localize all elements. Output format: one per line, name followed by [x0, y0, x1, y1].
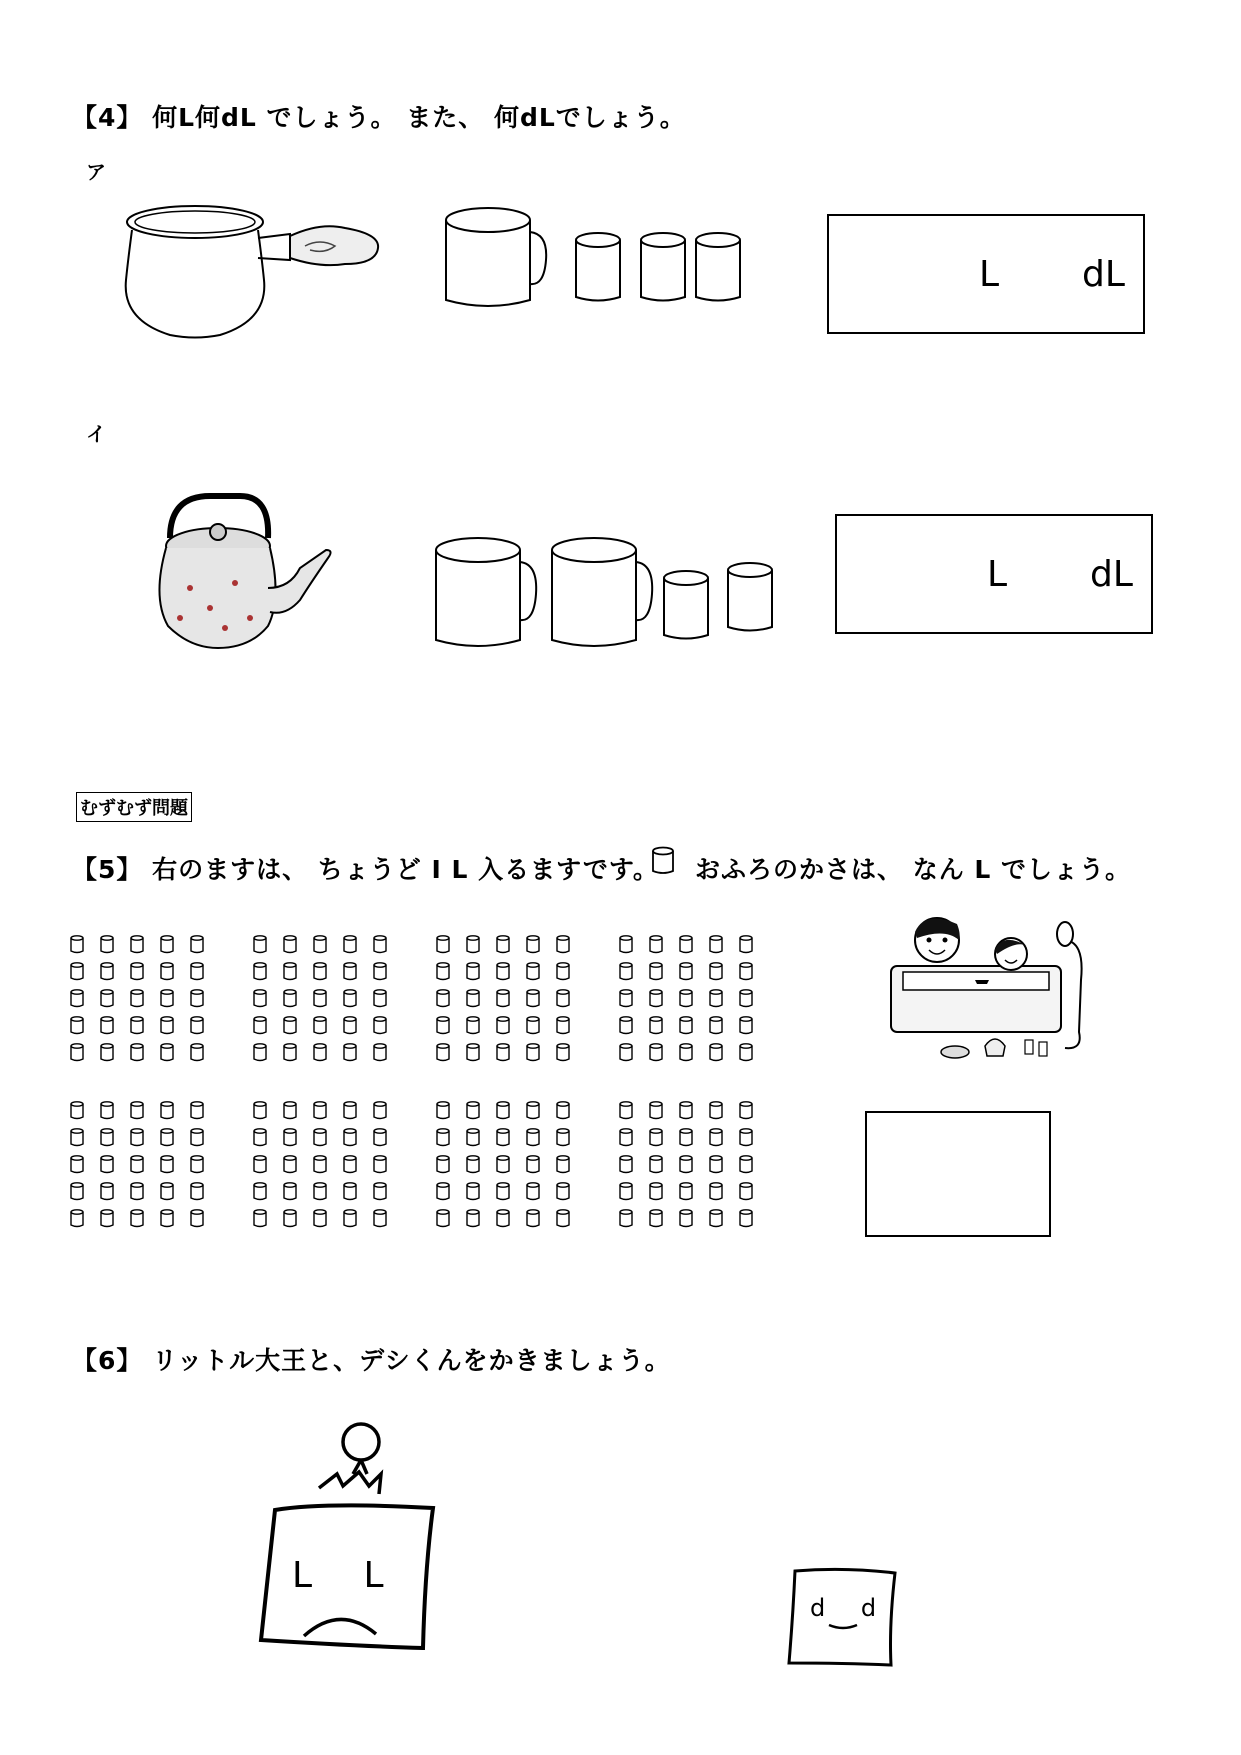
- liter-cup-icon: [650, 963, 662, 980]
- challenge-tag: むずむず問題: [76, 792, 192, 822]
- liter-cup-icon: [527, 1210, 539, 1227]
- liter-cup-icon: [437, 936, 449, 953]
- liter-cup-icon: [650, 990, 662, 1007]
- liter-cup-icon: [284, 1183, 296, 1200]
- liter-cup-icon: [467, 1156, 479, 1173]
- answer-box-a[interactable]: [827, 214, 1145, 334]
- liter-cup-icon: [161, 1210, 173, 1227]
- liter-cup-icon: [620, 1044, 632, 1061]
- cup-group-a: [440, 200, 760, 315]
- liter-cup-icon: [71, 1044, 83, 1061]
- liter-cup-icon: [527, 936, 539, 953]
- liter-cup-icon: [131, 1017, 143, 1034]
- liter-cup-icon: [680, 1129, 692, 1146]
- liter-cup-icon: [740, 936, 752, 953]
- liter-cup-icon: [620, 1183, 632, 1200]
- liter-cup-icon: [710, 963, 722, 980]
- liter-cup-icon: [620, 1102, 632, 1119]
- liter-cup-icon: [497, 1017, 509, 1034]
- liter-cup-icon: [71, 1156, 83, 1173]
- mug-icon: [552, 538, 652, 646]
- liter-cup-icon: [557, 963, 569, 980]
- liter-cup-icon: [101, 963, 113, 980]
- liter-cup-icon: [620, 990, 632, 1007]
- liter-cup-icon: [740, 1129, 752, 1146]
- liter-cup-icon: [191, 1044, 203, 1061]
- liter-cup-icon: [254, 1183, 266, 1200]
- liter-cup-icon: [437, 990, 449, 1007]
- liter-cup-icon: [740, 1210, 752, 1227]
- liter-cup-icon: [161, 1017, 173, 1034]
- liter-cup-icon: [650, 1129, 662, 1146]
- liter-cup-icon: [284, 1017, 296, 1034]
- liter-cup-icon: [314, 1210, 326, 1227]
- liter-unit: L: [987, 554, 1008, 595]
- liter-cup-icon: [344, 1102, 356, 1119]
- liter-cup-icon: [650, 1210, 662, 1227]
- liter-cup-icon: [680, 1017, 692, 1034]
- liter-cup-icon: [680, 1156, 692, 1173]
- mug-icon: [446, 208, 546, 306]
- king-face-letters: L L: [292, 1555, 384, 1596]
- liter-cup-icon: [437, 1210, 449, 1227]
- deciliter-cup-icon: [664, 571, 708, 639]
- liter-cup-icon: [101, 1129, 113, 1146]
- liter-cup-icon: [620, 1017, 632, 1034]
- liter-cup-icon: [71, 936, 83, 953]
- liter-cup-icon: [131, 1044, 143, 1061]
- answer-box-bath[interactable]: [865, 1111, 1051, 1237]
- liter-cup-icon: [254, 936, 266, 953]
- liter-cup-icon: [344, 1044, 356, 1061]
- liter-cup-icon: [740, 1044, 752, 1061]
- liter-cup-icon: [650, 1102, 662, 1119]
- liter-cup-icon: [710, 1156, 722, 1173]
- item-a-label: ア: [86, 160, 106, 184]
- liter-cup-icon: [740, 1183, 752, 1200]
- q5-heading-part1: 【5】 右のますは、 ちょうど I L 入るますです。: [72, 855, 659, 884]
- liter-cup-icon: [467, 1044, 479, 1061]
- liter-cup-icon: [620, 1156, 632, 1173]
- liter-cup-icon: [467, 1183, 479, 1200]
- liter-cup-icon: [710, 990, 722, 1007]
- liter-cup-icon: [344, 1129, 356, 1146]
- liter-cup-icon: [467, 1129, 479, 1146]
- liter-cup-icon: [314, 990, 326, 1007]
- liter-cup-icon: [497, 990, 509, 1007]
- liter-cup-icon: [131, 1156, 143, 1173]
- liter-cup-icon: [374, 963, 386, 980]
- liter-cup-icon: [650, 1017, 662, 1034]
- liter-cup-icon: [740, 1102, 752, 1119]
- liter-cup-icon: [557, 1210, 569, 1227]
- liter-cup-icon: [710, 1129, 722, 1146]
- liter-cup-icon: [314, 1183, 326, 1200]
- q4-heading: 【4】 何L何dL でしょう。 また、 何dLでしょう。: [72, 103, 686, 132]
- liter-cup-icon: [557, 990, 569, 1007]
- liter-cup-icon: [284, 1044, 296, 1061]
- liter-cup-icon: [254, 1044, 266, 1061]
- liter-cup-icon: [620, 1129, 632, 1146]
- deciliter-unit: dL: [1090, 554, 1133, 595]
- liter-cup-icon: [374, 990, 386, 1007]
- liter-cup-icon: [254, 990, 266, 1007]
- liter-cup-icon: [254, 963, 266, 980]
- liter-cup-icon: [374, 936, 386, 953]
- liter-cup-icon: [344, 936, 356, 953]
- liter-cup-icon: [254, 1129, 266, 1146]
- deciliter-cup-icon: [576, 233, 620, 301]
- liter-cup-icon: [497, 936, 509, 953]
- liter-cup-icon: [284, 936, 296, 953]
- kettle-icon: [150, 488, 340, 658]
- liter-cup-icon: [71, 990, 83, 1007]
- q6-heading: 【6】 リットル大王と、デシくんをかきましょう。: [72, 1346, 671, 1375]
- liter-cup-icon: [191, 963, 203, 980]
- liter-cup-icon: [710, 1017, 722, 1034]
- liter-cup-icon: [557, 1102, 569, 1119]
- liter-cup-icon: [557, 936, 569, 953]
- liter-cup-icon: [374, 1183, 386, 1200]
- liter-cup-icon: [710, 1210, 722, 1227]
- liter-cup-icon: [497, 1044, 509, 1061]
- liter-cup-icon: [437, 963, 449, 980]
- liter-cup-icon: [740, 990, 752, 1007]
- liter-cup-icon: [620, 1210, 632, 1227]
- liter-cup-icon: [680, 990, 692, 1007]
- liter-cup-icon: [71, 1210, 83, 1227]
- liter-measure-icon: [650, 846, 676, 876]
- liter-cup-icon: [71, 963, 83, 980]
- liter-cup-icon: [437, 1102, 449, 1119]
- deshi-face-letters: d d: [810, 1594, 877, 1622]
- king-frown: [300, 1610, 380, 1640]
- liter-cup-icon: [527, 1129, 539, 1146]
- liter-cup-icon: [101, 990, 113, 1007]
- liter-cup-icon: [71, 1102, 83, 1119]
- liter-cup-icon: [314, 1129, 326, 1146]
- liter-cup-icon: [101, 1017, 113, 1034]
- liter-cup-icon: [131, 963, 143, 980]
- liter-cup-icon: [527, 1044, 539, 1061]
- liter-cup-icon: [650, 1156, 662, 1173]
- liter-cup-icon: [344, 1183, 356, 1200]
- liter-cup-icon: [101, 1044, 113, 1061]
- liter-cup-icon: [71, 1129, 83, 1146]
- liter-cup-icon: [437, 1044, 449, 1061]
- liter-cup-icon: [497, 1210, 509, 1227]
- liter-cup-icon: [344, 990, 356, 1007]
- liter-cup-icon: [284, 1102, 296, 1119]
- liter-cup-icon: [557, 1044, 569, 1061]
- liter-cup-icon: [284, 990, 296, 1007]
- liter-cup-icon: [467, 936, 479, 953]
- cup-group-i: [430, 530, 790, 655]
- liter-cup-icon: [467, 1102, 479, 1119]
- liter-cup-icon: [284, 1129, 296, 1146]
- liter-cup-icon: [527, 963, 539, 980]
- liter-cup-icon: [254, 1210, 266, 1227]
- liter-cup-icon: [284, 1210, 296, 1227]
- liter-cup-icon: [71, 1183, 83, 1200]
- liter-cup-icon: [527, 1156, 539, 1173]
- liter-cup-icon: [191, 990, 203, 1007]
- liter-cup-icon: [620, 963, 632, 980]
- liter-cup-icon: [101, 1183, 113, 1200]
- liter-cup-grid: [70, 935, 770, 1235]
- liter-cup-icon: [191, 1156, 203, 1173]
- liter-cup-icon: [497, 1102, 509, 1119]
- liter-cup-icon: [101, 1156, 113, 1173]
- liter-cup-icon: [191, 1183, 203, 1200]
- liter-cup-icon: [740, 1017, 752, 1034]
- liter-cup-icon: [191, 1129, 203, 1146]
- deciliter-cup-icon: [696, 233, 740, 301]
- liter-cup-icon: [284, 1156, 296, 1173]
- liter-cup-icon: [620, 936, 632, 953]
- liter-cup-icon: [557, 1183, 569, 1200]
- liter-cup-icon: [710, 1102, 722, 1119]
- liter-cup-icon: [467, 1017, 479, 1034]
- liter-cup-icon: [680, 1183, 692, 1200]
- deciliter-cup-icon: [728, 563, 772, 631]
- liter-cup-icon: [254, 1017, 266, 1034]
- liter-cup-icon: [467, 1210, 479, 1227]
- deciliter-cup-icon: [641, 233, 685, 301]
- liter-cup-icon: [161, 1044, 173, 1061]
- saucepan-icon: [120, 200, 390, 345]
- q5-heading-part2: おふろのかさは、 なん L でしょう。: [695, 855, 1132, 884]
- mug-icon: [436, 538, 536, 646]
- liter-cup-icon: [161, 1156, 173, 1173]
- liter-cup-icon: [161, 990, 173, 1007]
- liter-cup-icon: [374, 1210, 386, 1227]
- liter-cup-icon: [374, 1102, 386, 1119]
- liter-cup-icon: [254, 1156, 266, 1173]
- liter-cup-icon: [131, 1129, 143, 1146]
- liter-cup-icon: [131, 990, 143, 1007]
- liter-cup-icon: [344, 1017, 356, 1034]
- liter-cup-icon: [374, 1017, 386, 1034]
- item-i-label: イ: [86, 422, 106, 446]
- liter-cup-icon: [374, 1129, 386, 1146]
- liter-cup-icon: [314, 1017, 326, 1034]
- liter-cup-icon: [680, 1102, 692, 1119]
- liter-cup-icon: [314, 1156, 326, 1173]
- liter-cup-icon: [284, 963, 296, 980]
- liter-cup-icon: [710, 1183, 722, 1200]
- liter-cup-icon: [437, 1156, 449, 1173]
- liter-cup-icon: [161, 963, 173, 980]
- bathtub-icon: [885, 910, 1095, 1070]
- liter-cup-icon: [557, 1156, 569, 1173]
- liter-cup-icon: [680, 1044, 692, 1061]
- liter-cup-icon: [344, 963, 356, 980]
- liter-cup-icon: [191, 936, 203, 953]
- liter-cup-icon: [497, 1183, 509, 1200]
- liter-cup-icon: [497, 963, 509, 980]
- liter-cup-icon: [101, 1102, 113, 1119]
- liter-cup-icon: [314, 1102, 326, 1119]
- liter-cup-icon: [497, 1129, 509, 1146]
- liter-cup-icon: [131, 936, 143, 953]
- liter-cup-icon: [437, 1129, 449, 1146]
- answer-box-i[interactable]: [835, 514, 1153, 634]
- liter-cup-icon: [680, 1210, 692, 1227]
- liter-cup-icon: [344, 1156, 356, 1173]
- liter-cup-icon: [101, 1210, 113, 1227]
- liter-cup-icon: [740, 963, 752, 980]
- liter-cup-icon: [680, 936, 692, 953]
- liter-cup-icon: [191, 1102, 203, 1119]
- liter-cup-icon: [161, 936, 173, 953]
- liter-cup-icon: [374, 1044, 386, 1061]
- liter-unit: L: [979, 254, 1000, 295]
- liter-cup-icon: [650, 1044, 662, 1061]
- liter-cup-icon: [254, 1102, 266, 1119]
- liter-cup-icon: [650, 936, 662, 953]
- liter-cup-icon: [314, 1044, 326, 1061]
- liter-cup-icon: [101, 936, 113, 953]
- liter-cup-icon: [527, 990, 539, 1007]
- liter-cup-icon: [191, 1017, 203, 1034]
- liter-cup-icon: [314, 963, 326, 980]
- liter-cup-icon: [527, 1183, 539, 1200]
- liter-cup-icon: [710, 936, 722, 953]
- liter-cup-icon: [131, 1102, 143, 1119]
- liter-cup-icon: [437, 1183, 449, 1200]
- liter-cup-icon: [131, 1183, 143, 1200]
- liter-cup-icon: [650, 1183, 662, 1200]
- liter-cup-icon: [161, 1183, 173, 1200]
- liter-cup-icon: [467, 990, 479, 1007]
- liter-cup-icon: [71, 1017, 83, 1034]
- liter-cup-icon: [527, 1017, 539, 1034]
- deciliter-unit: dL: [1082, 254, 1125, 295]
- liter-cup-icon: [161, 1102, 173, 1119]
- liter-cup-icon: [467, 963, 479, 980]
- liter-cup-icon: [557, 1129, 569, 1146]
- liter-cup-icon: [710, 1044, 722, 1061]
- liter-cup-icon: [314, 936, 326, 953]
- liter-cup-icon: [344, 1210, 356, 1227]
- liter-cup-icon: [680, 963, 692, 980]
- liter-cup-icon: [191, 1210, 203, 1227]
- liter-cup-icon: [374, 1156, 386, 1173]
- liter-cup-icon: [497, 1156, 509, 1173]
- liter-cup-icon: [557, 1017, 569, 1034]
- liter-cup-icon: [527, 1102, 539, 1119]
- liter-cup-icon: [740, 1156, 752, 1173]
- liter-cup-icon: [437, 1017, 449, 1034]
- liter-cup-icon: [161, 1129, 173, 1146]
- liter-cup-icon: [131, 1210, 143, 1227]
